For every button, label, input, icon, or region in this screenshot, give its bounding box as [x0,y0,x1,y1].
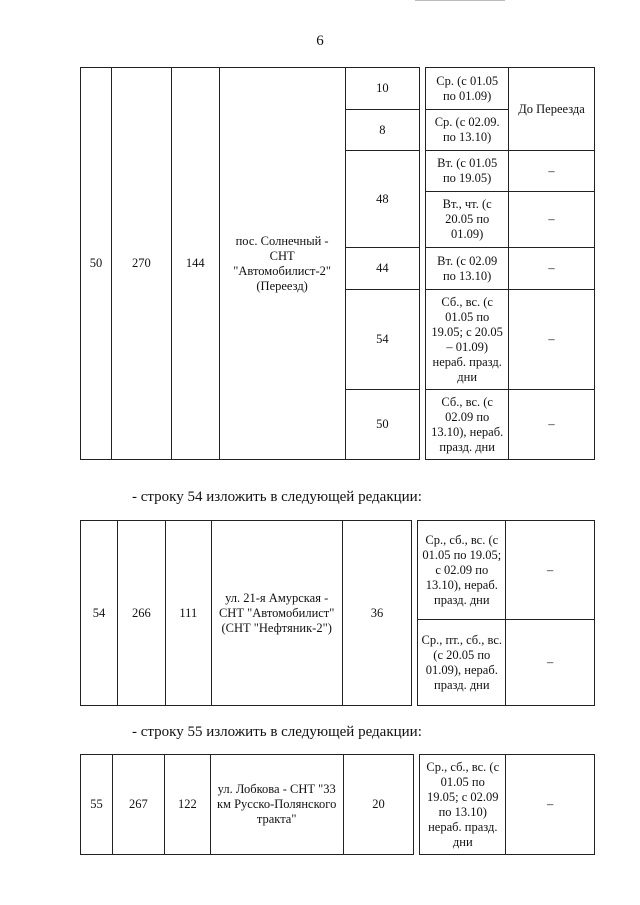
scan-artifact [415,0,505,1]
cell-count: 20 [343,755,414,855]
cell-count: 36 [342,521,412,706]
schedule-table-50 [80,67,595,460]
cell-count: 54 [345,290,420,390]
cell-note: – [509,192,595,248]
cell-number: 50 [81,68,112,460]
cell-code: 266 [117,521,165,706]
cell-days: Ср. (с 02.09. по 13.10) [426,110,509,151]
cell-note: – [509,151,595,192]
cell-number: 55 [81,755,113,855]
cell-days: Ср., пт., сб., вс. (с 20.05 по 01.09), нераб. празд. дни [418,620,506,706]
cell-days: Вт., чт. (с 20.05 по 01.09) [426,192,509,248]
cell-days: Ср., сб., вс. (с 01.05 по 19.05; с 02.09 по 13.10), нераб. празд. дни [418,521,506,620]
instruction-row-54: - строку 54 изложить в следующей редакции: [132,489,422,505]
cell-number: 54 [81,521,118,706]
page-number: 6 [316,33,324,49]
cell-note: – [506,755,595,855]
cell-note: – [509,290,595,390]
cell-note: До Переезда [509,68,595,151]
cell-count: 8 [345,110,420,151]
cell-days: Вт. (с 01.05 по 19.05) [426,151,509,192]
schedule-table-54 [80,520,595,706]
cell-route: ул. 21-я Амурская - СНТ "Автомобилист" (СНТ "Нефтяник-2") [211,521,342,706]
cell-count: 48 [345,151,420,248]
cell-days: Сб., вс. (с 02.09 по 13.10), нераб. празд. дни [426,390,509,460]
cell-code-2: 111 [165,521,211,706]
cell-days: Ср., сб., вс. (с 01.05 по 19.05; с 02.09 по 13.10) нераб. празд. дни [420,755,506,855]
cell-code-2: 122 [164,755,210,855]
cell-count: 44 [345,248,420,290]
cell-days: Ср. (с 01.05 по 01.09) [426,68,509,110]
instruction-row-55: - строку 55 изложить в следующей редакции: [132,724,422,740]
cell-count: 10 [345,68,420,110]
cell-days: Вт. (с 02.09 по 13.10) [426,248,509,290]
cell-days: Сб., вс. (с 01.05 по 19.05; с 20.05 – 01.09) нераб. празд. дни [426,290,509,390]
cell-note: – [509,390,595,460]
cell-note: – [506,521,595,620]
cell-note: – [506,620,595,706]
cell-note: – [509,248,595,290]
cell-route: пос. Солнечный - СНТ "Автомобилист-2" (Переезд) [219,68,345,460]
cell-code-2: 144 [171,68,219,460]
cell-code: 267 [112,755,164,855]
schedule-table-55 [80,754,595,855]
cell-count: 50 [345,390,420,460]
cell-code: 270 [111,68,171,460]
cell-route: ул. Лобкова - СНТ "33 км Русско-Полянского тракта" [210,755,343,855]
